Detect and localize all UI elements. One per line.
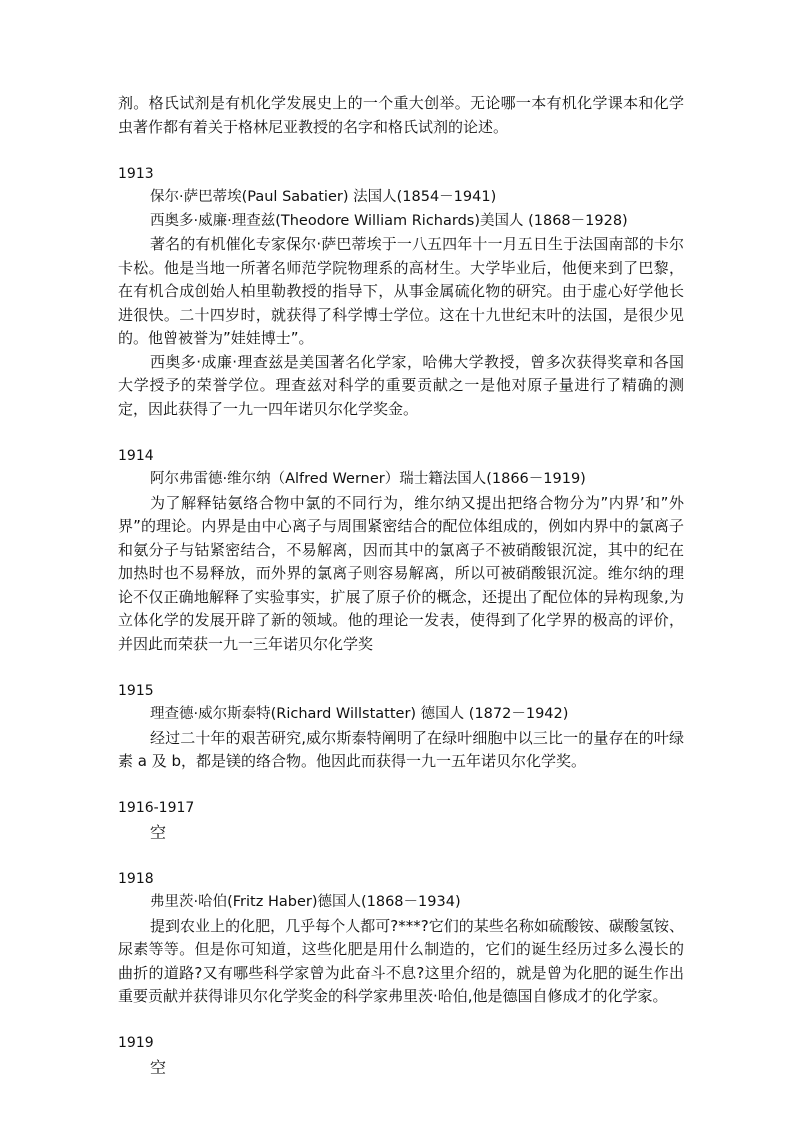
year-heading: 1916-1917 — [118, 800, 195, 816]
empty-marker: 空 — [150, 822, 167, 842]
body-paragraph: 著名的有机催化专家保尔·萨巴蒂埃于一八五四年十一月五日生于法国南部的卡尔卡松。他是当地一所著名师范学院物理系的高材生。大学毕业后，他便来到了巴黎，在有机合成创始人柏里勒教授的指导下，从事金属硫化物的研究。由于虚心好学他长进很快。二十四岁时，就获得了科学博士学位。这在十九世纪末叶的法国，是很少见的。他曾被誉为”娃娃博士”。 — [118, 235, 684, 347]
body-paragraph: 提到农业上的化肥，几乎每个人都可?***?它们的某些名称如硫酸铵、碳酸氢铵、尿素等等。但是你可知道，这些化肥是用什么制造的，它们的诞生经历过多么漫长的曲折的道路?又有哪些科学家曾为此奋斗不息?这里介绍的，就是曾为化肥的诞生作出重要贡献并获得诽贝尔化学奖金的科学家弗里茨·哈伯,他是德国自修成才的化学家。 — [118, 916, 684, 1005]
intro-paragraph: 剂。格氏试剂是有机化学发展史上的一个重大创举。无论哪一本有机化学课本和化学虫著作都有着关于格林尼亚教授的名字和格氏试剂的论述。 — [118, 94, 684, 136]
body-paragraph: 西奥多·成廉·理查兹是美国著名化学家，哈佛大学教授，曾多次获得奖章和各国大学授予的荣誉学位。理查兹对科学的重要贡献之一是他对原子量进行了精确的测定，因此获得了一九一四年诺贝尔化学奖金。 — [118, 352, 684, 418]
laureate-line: 阿尔弗雷德·维尔纳（Alfred Werner）瑞士籍法国人(1866－1919) — [150, 471, 586, 487]
laureate-line: 弗里茨·哈伯(Fritz Haber)德国人(1868－1934) — [150, 894, 461, 910]
body-paragraph: 经过二十年的艰苦研究,威尔斯泰特阐明了在绿叶细胞中以三比一的量存在的叶绿素 a 及 b，都是镁的络合物。他因此而获得一九一五年诺贝尔化学奖。 — [118, 728, 684, 770]
laureate-line: 西奥多·威廉·理查兹(Theodore William Richards)美国人 (1868－1928) — [150, 212, 628, 229]
year-heading: 1914 — [118, 447, 154, 464]
year-heading: 1913 — [118, 165, 154, 182]
document-page — [118, 92, 684, 1079]
year-heading: 1919 — [118, 1035, 154, 1051]
laureate-line: 理查德·威尔斯泰特(Richard Willstatter) 德国人 (1872－1942) — [150, 706, 569, 722]
empty-marker: 空 — [150, 1057, 167, 1077]
year-heading: 1915 — [118, 682, 154, 699]
body-paragraph: 为了解释钴氨络合物中氯的不同行为，维尔纳又提出把络合物分为”内界’和”外界”的理论。内界是由中心离子与周围紧密结合的配位体组成的，例如内界中的氯离子和氨分子与钴紧密结合，不易解离，因而其中的氯离子不被硝酸银沉淀，其中的纪在加热时也不易释放，而外界的氯离子则容易解离，所以可被硝酸银沉淀。维尔纳的理论不仅正确地解释了实验事实，扩展了原子价的概念，还提出了配位体的异构现象,为立体化学的发展开辟了新的领域。他的理论一发表，使得到了化学界的极高的评价，并因此而荣获一九一三年诺贝尔化学奖 — [118, 493, 684, 653]
year-heading: 1918 — [118, 870, 154, 887]
laureate-line: 保尔·萨巴蒂埃(Paul Sabatier) 法国人(1854－1941) — [150, 189, 497, 205]
